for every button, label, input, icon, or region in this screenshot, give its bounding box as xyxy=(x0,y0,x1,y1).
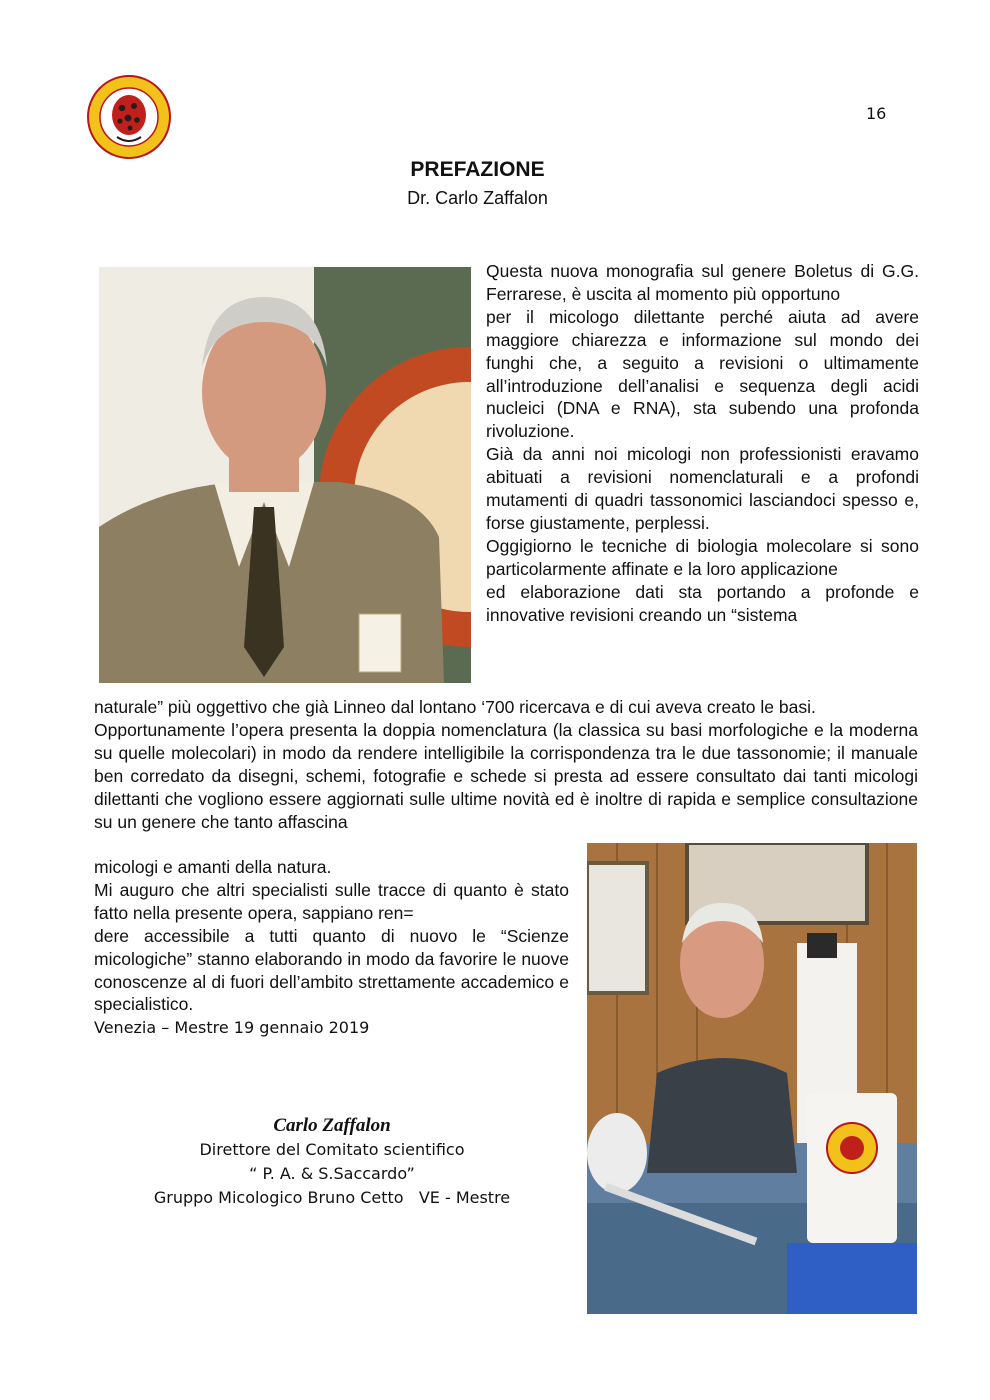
signature-name: Carlo Zaffalon xyxy=(273,1115,391,1136)
gruppo-micologico-logo xyxy=(87,75,171,159)
page-title: PREFAZIONE xyxy=(410,158,545,181)
signature-committee: “ P. A. & S.Saccardo” xyxy=(249,1164,415,1183)
portrait-photo xyxy=(99,267,471,683)
paragraph: per il micologo dilettante perché aiuta ad avere maggiore chiarezza e informazione sul mondo dei funghi che, a seguito a revisioni o ultimamente all’introduzione dell’analisi e sequenza degli acidi nucleici (DNA e RNA), sta subendo una profonda rivoluzione. xyxy=(486,306,919,442)
paragraph: Già da anni noi micologi non professionisti eravamo abituati a revisioni nomenclaturali e a profondi mutamenti di quadri tassonomici lasciandoci spesso e, forse giustamente, perplessi. xyxy=(486,444,919,533)
signature-role: Direttore del Comitato scientifico xyxy=(199,1140,465,1159)
page-number: 16 xyxy=(866,104,887,123)
paragraph: micologi e amanti della natura. xyxy=(94,857,332,877)
signature-block xyxy=(132,1114,532,1210)
paragraph: Mi auguro che altri specialisti sulle tracce di quanto è stato fatto nella presente opera, sappiano ren= xyxy=(94,879,569,923)
paragraph: ed elaborazione dati sta portando a profonde e innovative revisioni creando un “sistema xyxy=(486,581,919,625)
closing-text-column xyxy=(94,856,569,1016)
paragraph: Oggigiorno le tecniche di biologia molecolare si sono particolarmente affinate e la loro applicazione xyxy=(486,535,919,579)
microscope-photo xyxy=(587,843,917,1314)
date-line: Venezia – Mestre 19 gennaio 2019 xyxy=(94,1018,370,1037)
paragraph: Questa nuova monografia sul genere Boletus di G.G. Ferrarese, è uscita al momento più opportuno xyxy=(486,261,919,304)
intro-text-column xyxy=(486,260,919,627)
paragraph: Opportunamente l’opera presenta la doppia nomenclatura (la classica su basi morfologiche e la moderna su quelle molecolari) in modo da rendere intelligibile la corrispondenza tra le due tassonomie; il manuale ben corredato da disegni, schemi, fotografie e schede si presta ad essere consultato dai tanti micologi dilettanti che vogliono essere aggiornati sulle ultime novità ed è inoltre di rapida e semplice consultazione su un genere che tanto affascina xyxy=(94,719,918,832)
signature-group: Gruppo Micologico Bruno Cetto VE - Mestre xyxy=(153,1188,511,1207)
page-subtitle: Dr. Carlo Zaffalon xyxy=(407,188,548,208)
full-width-text xyxy=(94,696,918,833)
paragraph: dere accessibile a tutti quanto di nuovo le “Scienze micologiche” stanno elaborando in modo da favorire le nuove conoscenze al di fuori dell’ambito strettamente accademico e specialistico. xyxy=(94,925,569,1015)
paragraph: naturale” più oggettivo che già Linneo dal lontano ‘700 ricercava e di cui aveva creato le basi. xyxy=(94,697,816,717)
